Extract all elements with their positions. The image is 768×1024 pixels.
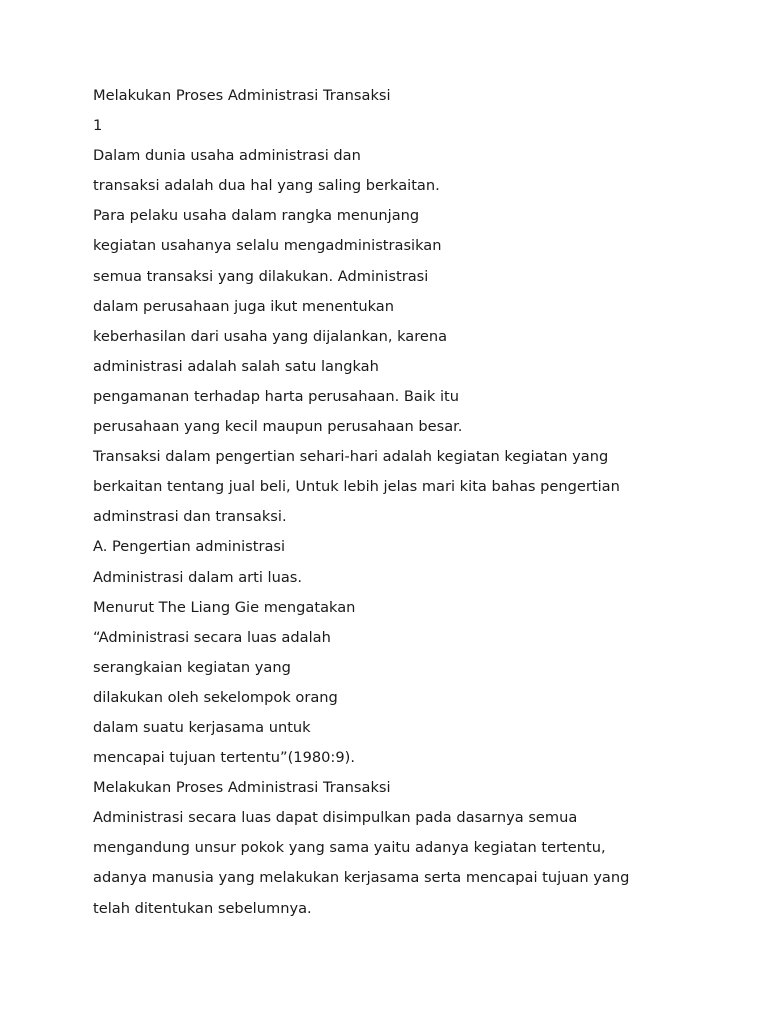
text-line: telah ditentukan sebelumnya.: [93, 899, 312, 917]
text-line: keberhasilan dari usaha yang dijalankan, karena: [93, 327, 448, 345]
text-line: transaksi adalah dua hal yang saling berkaitan.: [93, 177, 440, 195]
quote-line: dalam suatu kerjasama untuk: [93, 718, 311, 736]
text-line: Transaksi dalam pengertian sehari-hari adalah kegiatan kegiatan yang: [93, 448, 609, 466]
running-header: Melakukan Proses Administrasi Transaksi: [93, 779, 391, 797]
text-line: Para pelaku usaha dalam rangka menunjang: [93, 207, 420, 225]
text-line: Dalam dunia usaha administrasi dan: [93, 147, 361, 165]
text-line: Administrasi dalam arti luas.: [93, 568, 303, 586]
text-line: pengamanan terhadap harta perusahaan. Baik itu: [93, 387, 460, 405]
text-line: Menurut The Liang Gie mengatakan: [93, 598, 356, 616]
page-number: 1: [93, 117, 103, 135]
text-line: berkaitan tentang jual beli, Untuk lebih jelas mari kita bahas pengertian: [93, 478, 620, 496]
text-line: adanya manusia yang melakukan kerjasama serta mencapai tujuan yang: [93, 869, 630, 887]
text-line: Administrasi secara luas dapat disimpulkan pada dasarnya semua: [93, 809, 578, 827]
document-title: Melakukan Proses Administrasi Transaksi: [93, 87, 391, 104]
text-line: administrasi adalah salah satu langkah: [93, 357, 379, 375]
text-line: perusahaan yang kecil maupun perusahaan besar.: [93, 418, 463, 436]
text-line: dalam perusahaan juga ikut menentukan: [93, 297, 394, 315]
text-line: mengandung unsur pokok yang sama yaitu adanya kegiatan tertentu,: [93, 839, 606, 857]
quote-line: mencapai tujuan tertentu”(1980:9).: [93, 749, 355, 767]
text-line: adminstrasi dan transaksi.: [93, 508, 287, 526]
text-line: semua transaksi yang dilakukan. Administrasi: [93, 267, 429, 285]
section-heading: A. Pengertian administrasi: [93, 538, 286, 556]
quote-line: dilakukan oleh sekelompok orang: [93, 688, 338, 706]
quote-line: serangkaian kegiatan yang: [93, 658, 291, 676]
quote-line: “Administrasi secara luas adalah: [93, 628, 331, 646]
text-line: kegiatan usahanya selalu mengadministrasikan: [93, 237, 442, 255]
document-text: [93, 85, 629, 928]
